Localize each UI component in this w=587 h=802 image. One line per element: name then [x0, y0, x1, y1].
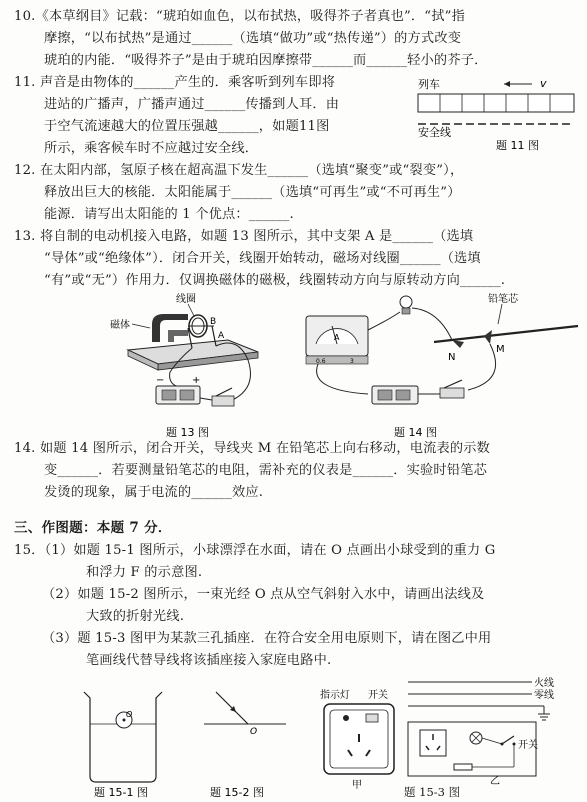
figure-15-1: [80, 684, 170, 798]
pencil-lead: [434, 326, 578, 342]
q11-line-1: 11. 声音是由物体的______产生的．乘客听到列车即将: [14, 75, 336, 90]
q15-line-4: 大致的折射光线.: [86, 609, 185, 624]
clip-n-label: N: [448, 352, 456, 363]
question-12: [14, 160, 580, 226]
q10-line-2: 摩擦，“以布拭热”是通过______（选填“做功”或“热传递”）的方式改变: [44, 31, 462, 46]
figure-14-caption: 题 14 图: [394, 426, 437, 439]
pencil-lead-circuit-diagram: [288, 290, 580, 440]
resistor-symbol: [454, 764, 472, 770]
ball-center-label: O: [126, 710, 133, 719]
figure-15-2-caption: 题 15-2 图: [210, 786, 264, 798]
switch: [212, 396, 234, 406]
question-11: [14, 72, 414, 160]
figure-15-2: [200, 684, 290, 798]
clip-m-label: M: [496, 344, 505, 355]
train-label: 列车: [418, 78, 440, 91]
figure-15-1-caption: 题 15-1 图: [94, 786, 148, 798]
floating-ball-diagram: [80, 684, 170, 798]
figure-13-caption: 题 13 图: [166, 426, 209, 439]
figure-11-caption: 题 11 图: [496, 139, 539, 152]
battery-plus: +: [192, 375, 201, 386]
incidence-point-label: O: [250, 727, 258, 737]
ammeter-symbol: A: [334, 333, 340, 342]
refraction-diagram: [200, 684, 290, 798]
live-wire-label: 火线: [534, 678, 554, 689]
train-body: [418, 94, 574, 112]
figure-15-3-yi: [404, 672, 580, 798]
motor-circuit-diagram: [108, 290, 268, 440]
q13-line-2: “导体”或“绝缘体”）．闭合开关，线圈开始转动，磁场对线圈______（选填: [44, 251, 481, 266]
q12-line-1: 12. 在太阳内部，氢原子核在超高温下发生______（选填“聚变”或“裂变”），: [14, 163, 464, 178]
q11-line-2: 进站的广播声，广播声通过______传播到人耳．由: [44, 97, 340, 112]
ammeter-scale-06: 0.6: [316, 358, 326, 365]
q14-line-1: 14. 如题 14 图所示，闭合开关，导线夹 M 在铅笔芯上向右移动，电流表的示数: [14, 441, 491, 456]
q11-line-3: 于空气流速越大的位置压强越______，如题11图: [44, 119, 330, 134]
question-10: [14, 6, 580, 72]
battery-minus: −: [156, 375, 165, 386]
support-b-label: B: [210, 317, 217, 327]
support-a-label: A: [218, 331, 225, 341]
q15-line-2: 和浮力 F 的示意图.: [86, 565, 203, 580]
q15-line-1: 15．（1）如题 15-1 图所示，小球漂浮在水面，请在 O 点画出小球受到的重力 G: [14, 543, 496, 558]
q14-line-3: 发烫的现象，属于电流的______效应.: [44, 485, 264, 500]
switch-2-label: 开关: [518, 740, 538, 751]
household-circuit-diagram: [404, 672, 580, 798]
pencil-lead-label: 铅笔芯: [488, 294, 518, 305]
q11-line-4: 所示，乘客候车时不应越过安全线．: [44, 141, 259, 156]
q14-line-2: 变______．若要测量铅笔芯的电阻，需补充的仪表是______．实验时铅笔芯: [44, 463, 487, 478]
q12-line-2: 释放出巨大的核能．太阳能属于______（选填“可再生”或“不可再生”）: [44, 185, 461, 200]
q13-line-3: “有”或“无”）作用力．仅调换磁体的磁极，线圈转动方向与原转动方向______.: [44, 273, 506, 288]
switch-symbol: [502, 736, 514, 744]
clip-n: [452, 340, 464, 348]
neutral-wire-label: 零线: [534, 690, 554, 701]
train-platform-diagram: [412, 72, 580, 152]
ammeter-scale-3: 3: [350, 358, 354, 365]
velocity-label: v: [540, 77, 547, 90]
q15-line-5: （3）题 15-3 图甲为某款三孔插座．在符合安全用电原则下，请在图乙中用: [42, 631, 492, 646]
q13-line-1: 13. 将自制的电动机接入电路，如题 13 图所示，其中支架 A 是______（选填: [14, 229, 474, 244]
clip-m: [484, 330, 492, 344]
switch-label: 开关: [368, 690, 388, 701]
socket-symbol: [420, 730, 446, 756]
question-15: [14, 540, 580, 672]
figure-11: [412, 72, 580, 152]
coil-label: 线圈: [176, 294, 196, 305]
figure-15-3-jia: [318, 688, 400, 798]
switch-14: [440, 388, 464, 398]
figure-14: [288, 290, 580, 440]
q10-line-1: 10.《本草纲目》记载：“琥珀如血色，以布拭热，吸得芥子者真也”．“拭”指: [14, 9, 465, 24]
question-13: [14, 226, 580, 292]
beaker: [84, 692, 162, 782]
q10-line-3: 琥珀的内能．“吸得芥子”是由于琥珀因摩擦带______而______轻小的芥子．: [44, 53, 488, 68]
magnet-label: 磁体: [110, 320, 130, 331]
q12-line-3: 能源．请写出太阳能的 1 个优点：______.: [44, 207, 294, 222]
figure-jia-label: 甲: [352, 780, 362, 791]
safety-line-label: 安全线: [418, 126, 451, 139]
q15-line-6: 笔画线代替导线将该插座接入家庭电路中.: [86, 653, 332, 668]
indicator-light-label: 指示灯: [320, 690, 350, 701]
indicator-light: [343, 715, 349, 721]
figure-13: [108, 290, 268, 440]
lamp: [400, 296, 412, 308]
section-3-title: 三、作图题：本题 7 分．: [14, 520, 172, 536]
figure-yi-label: 乙: [490, 776, 500, 787]
figure-15-3-caption: 题 15-3 图: [404, 785, 461, 799]
panel-switch: [366, 714, 378, 722]
q15-line-3: （2）如题 15-2 图所示，一束光经 O 点从空气斜射入水中，请画出法线及: [42, 587, 485, 602]
question-14: [14, 438, 580, 504]
socket-panel-diagram: [318, 688, 400, 798]
